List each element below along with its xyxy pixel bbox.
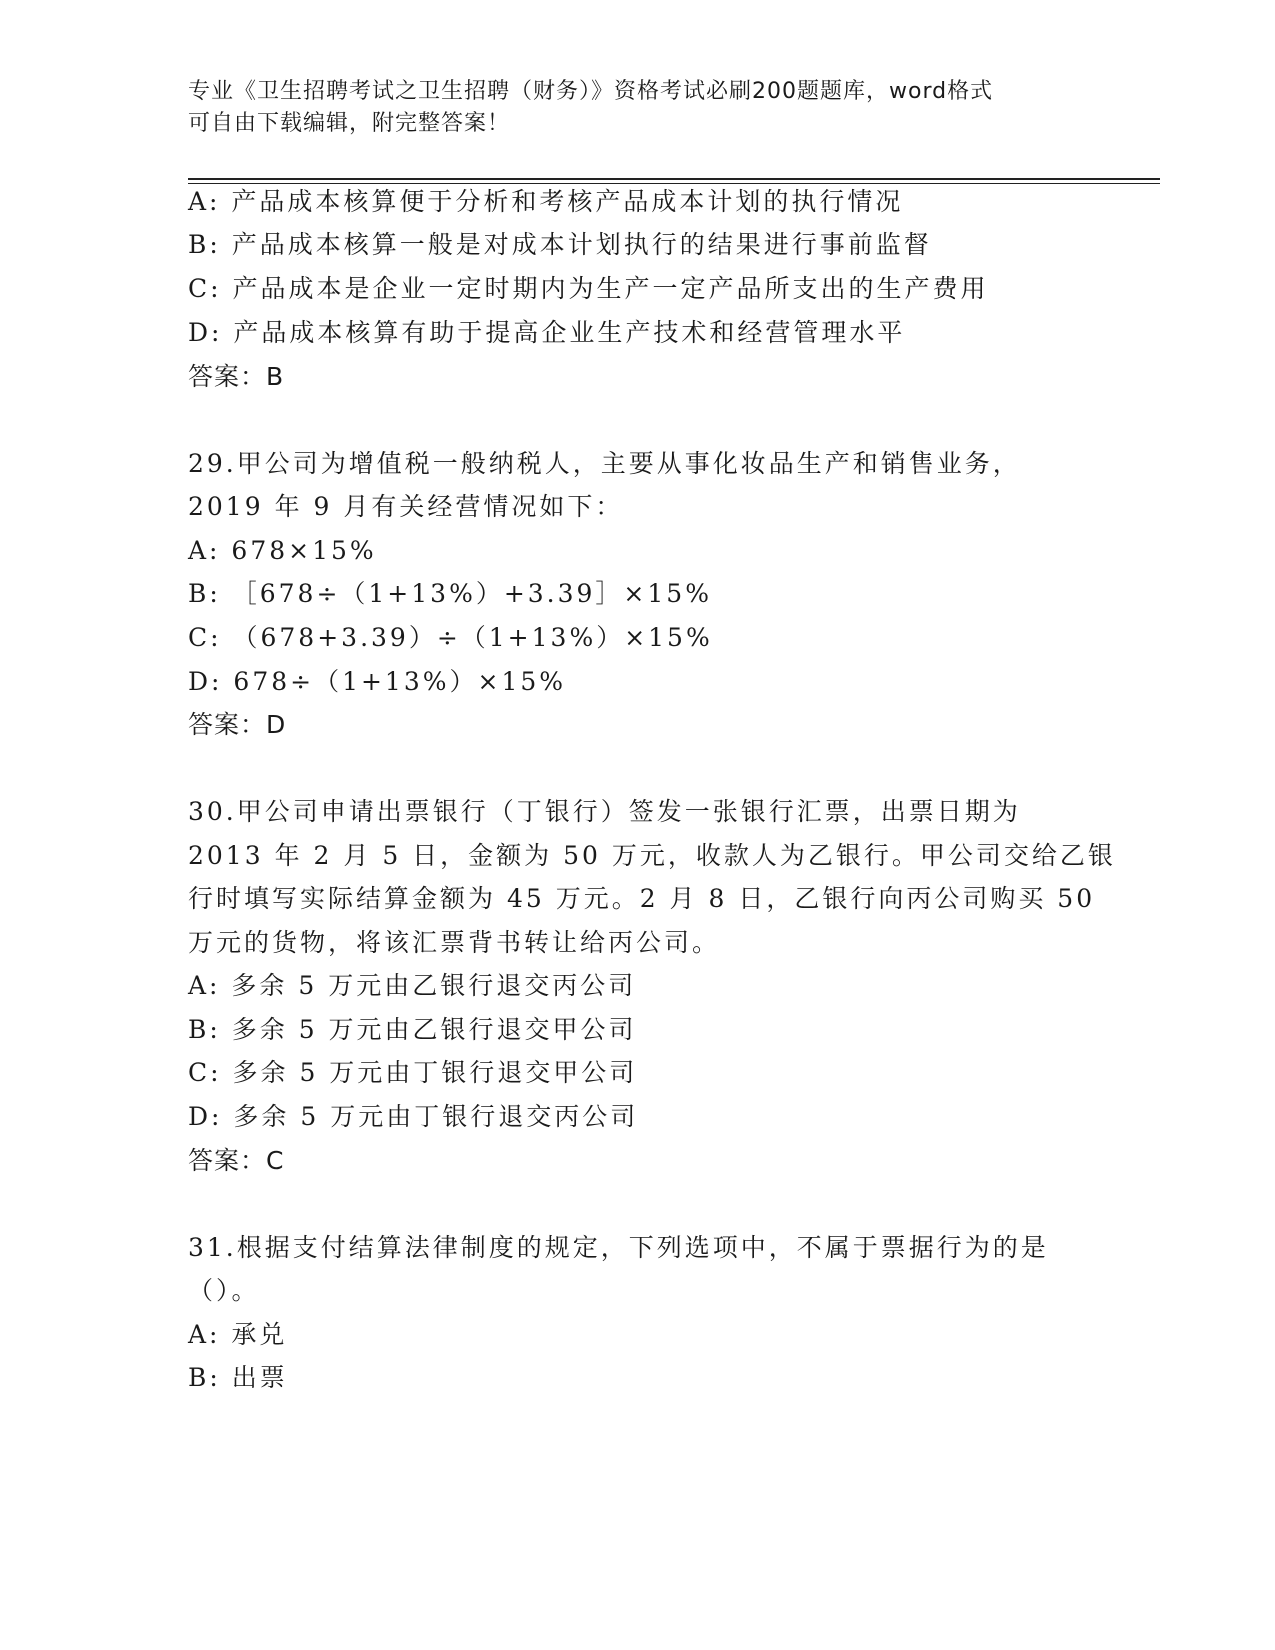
question-stem: 行时填写实际结算金额为 45 万元。2 月 8 日，乙银行向丙公司购买 50 <box>188 884 1096 913</box>
answer: 答案：D <box>188 710 287 739</box>
option-d: D: 产品成本核算有助于提高企业生产技术和经营管理水平 <box>188 318 906 347</box>
option-b: B: 出票 <box>188 1363 288 1392</box>
question-stem: 2013 年 2 月 5 日，金额为 50 万元，收款人为乙银行。甲公司交给乙银 <box>188 841 1116 870</box>
option-c: C: 产品成本是企业一定时期内为生产一定产品所支出的生产费用 <box>188 274 989 303</box>
question-stem: 31.根据支付结算法律制度的规定，下列选项中，不属于票据行为的是 <box>188 1233 1049 1262</box>
option-d: D: 多余 5 万元由丁银行退交丙公司 <box>188 1102 639 1131</box>
question-stem: （）。 <box>188 1276 260 1305</box>
question-stem: 2019 年 9 月有关经营情况如下： <box>188 492 624 521</box>
option-d: D: 678÷（1+13%）×15% <box>188 667 567 696</box>
document-header <box>188 76 1088 140</box>
option-c: C: （678+3.39）÷（1+13%）×15% <box>188 623 713 652</box>
option-a: A: 678×15% <box>188 536 377 565</box>
option-a: A: 产品成本核算便于分析和考核产品成本计划的执行情况 <box>188 187 904 216</box>
question-stem: 30.甲公司申请出票银行（丁银行）签发一张银行汇票，出票日期为 <box>188 797 1021 826</box>
option-a: A: 多余 5 万元由乙银行退交丙公司 <box>188 971 637 1000</box>
answer: 答案：B <box>188 362 285 391</box>
question-stem: 29.甲公司为增值税一般纳税人，主要从事化妆品生产和销售业务， <box>188 449 1021 478</box>
header-line: 专业《卫生招聘考试之卫生招聘（财务）》资格考试必刷200题题库，word格式 <box>188 79 994 104</box>
option-b: B: ［678÷（1+13%）+3.39］×15% <box>188 579 712 608</box>
option-b: B: 产品成本核算一般是对成本计划执行的结果进行事前监督 <box>188 230 932 259</box>
answer: 答案：C <box>188 1146 285 1175</box>
option-c: C: 多余 5 万元由丁银行退交甲公司 <box>188 1058 638 1087</box>
header-divider <box>188 178 1160 180</box>
header-line: 可自由下载编辑，附完整答案！ <box>188 111 511 136</box>
option-b: B: 多余 5 万元由乙银行退交甲公司 <box>188 1015 637 1044</box>
question-stem: 万元的货物，将该汇票背书转让给丙公司。 <box>188 928 721 957</box>
option-a: A: 承兑 <box>188 1320 288 1349</box>
